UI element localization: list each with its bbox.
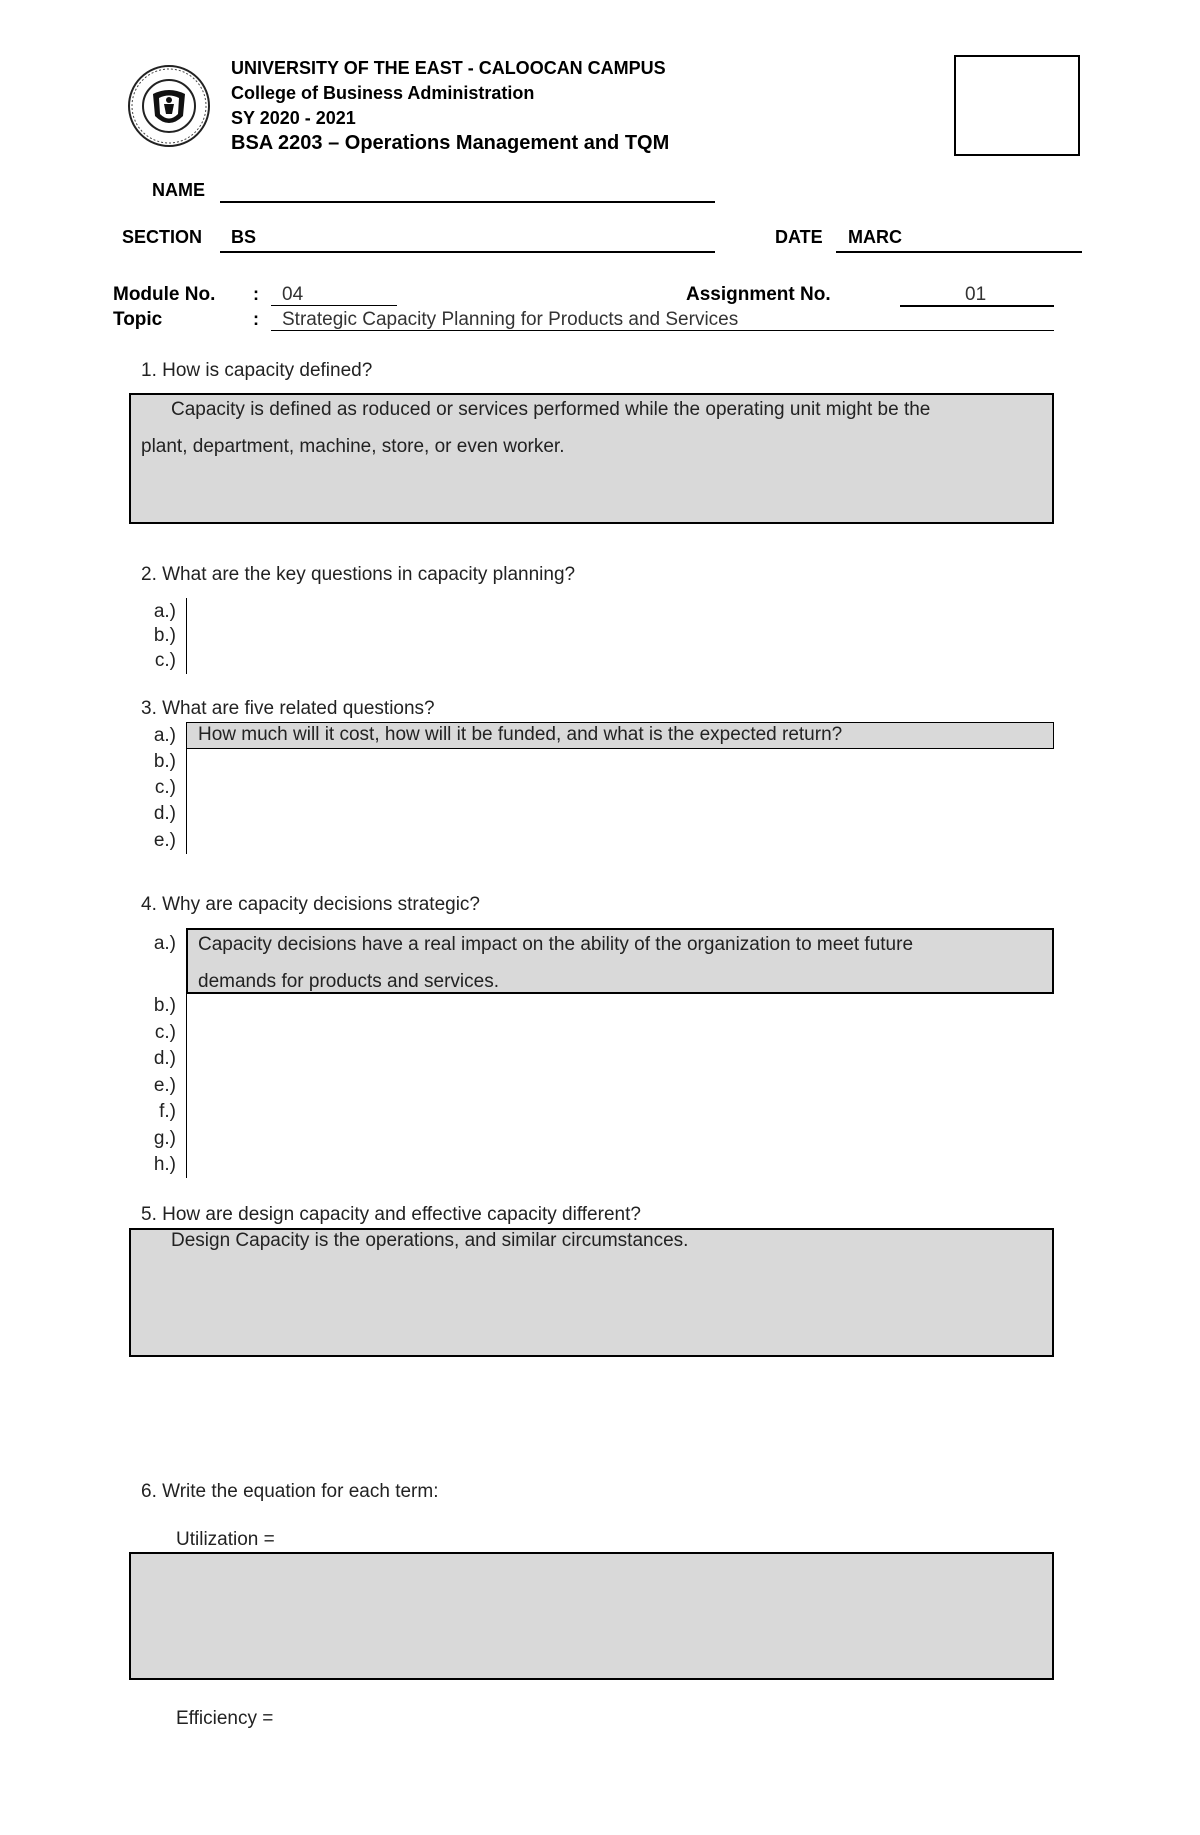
topic-colon: : (253, 309, 259, 329)
q4-letter-b: b.) (153, 995, 176, 1016)
question-6: 6. Write the equation for each term: (141, 1481, 439, 1502)
module-label: Module No. (113, 284, 216, 305)
q3-letter-e: e.) (153, 830, 176, 851)
q4-letter-a: a.) (153, 933, 176, 954)
q4-letter-h: h.) (153, 1154, 176, 1175)
module-underline (271, 305, 397, 306)
question-5: 5. How are design capacity and effective capacity different? (141, 1204, 641, 1225)
question-2: 2. What are the key questions in capacity planning? (141, 564, 576, 585)
q3-letter-c: c.) (154, 777, 176, 798)
question-3: 3. What are five related questions? (141, 698, 435, 719)
university-seal-icon (126, 64, 212, 148)
q2-letter-a: a.) (153, 601, 176, 622)
college-name: College of Business Administration (231, 83, 535, 103)
topic-label: Topic (113, 309, 163, 330)
answer-1-line-2: plant, department, machine, store, or even worker. (141, 436, 565, 457)
q3-letter-d: d.) (153, 803, 176, 824)
date-value: MARC (848, 227, 902, 247)
q4-letter-g: g.) (153, 1128, 176, 1149)
section-value: BS (231, 227, 257, 247)
topic-value: Strategic Capacity Planning for Products and Services (282, 309, 739, 330)
q4-answer-a-line-1: Capacity decisions have a real impact on the ability of the organization to meet future (198, 934, 914, 955)
utilization-label: Utilization = (176, 1529, 275, 1550)
assignment-value: 01 (965, 284, 987, 305)
q4-letter-e: e.) (153, 1075, 176, 1096)
name-field[interactable] (220, 201, 715, 203)
q4-letter-d: d.) (153, 1048, 176, 1069)
assignment-label: Assignment No. (686, 284, 831, 305)
answer-1-line-1: Capacity is defined as roduced or services performed while the operating unit might be the (171, 399, 931, 420)
q4-answer-area[interactable] (186, 994, 187, 1178)
q4-letter-c: c.) (154, 1022, 176, 1043)
module-colon: : (253, 284, 259, 304)
module-value: 04 (282, 284, 304, 305)
question-4: 4. Why are capacity decisions strategic? (141, 894, 480, 915)
q3-letter-a: a.) (153, 725, 176, 746)
q2-answer-area[interactable] (186, 598, 187, 674)
assignment-underline (900, 305, 1054, 307)
name-label: NAME (152, 180, 205, 200)
q4-answer-a-line-2: demands for products and services. (198, 971, 499, 992)
q3-answer-a: How much will it cost, how will it be funded, and what is the expected return? (198, 724, 843, 745)
course-title: BSA 2203 – Operations Management and TQM (231, 132, 670, 154)
date-field[interactable] (836, 251, 1082, 253)
school-year: SY 2020 - 2021 (231, 108, 356, 128)
q4-letter-f: f.) (159, 1101, 176, 1122)
q2-letter-c: c.) (154, 650, 176, 671)
photo-box (954, 55, 1080, 156)
topic-underline (271, 330, 1054, 331)
question-1: 1. How is capacity defined? (141, 360, 373, 381)
section-field[interactable] (220, 251, 715, 253)
q2-letter-b: b.) (153, 625, 176, 646)
q3-answer-area[interactable] (186, 749, 187, 854)
utilization-answer-box[interactable] (129, 1552, 1054, 1680)
efficiency-label: Efficiency = (176, 1708, 274, 1729)
q3-letter-b: b.) (153, 751, 176, 772)
answer-5: Design Capacity is the operations, and similar circumstances. (171, 1230, 689, 1251)
date-label: DATE (775, 227, 823, 247)
section-label: SECTION (122, 227, 203, 247)
university-name: UNIVERSITY OF THE EAST - CALOOCAN CAMPUS (231, 58, 666, 78)
